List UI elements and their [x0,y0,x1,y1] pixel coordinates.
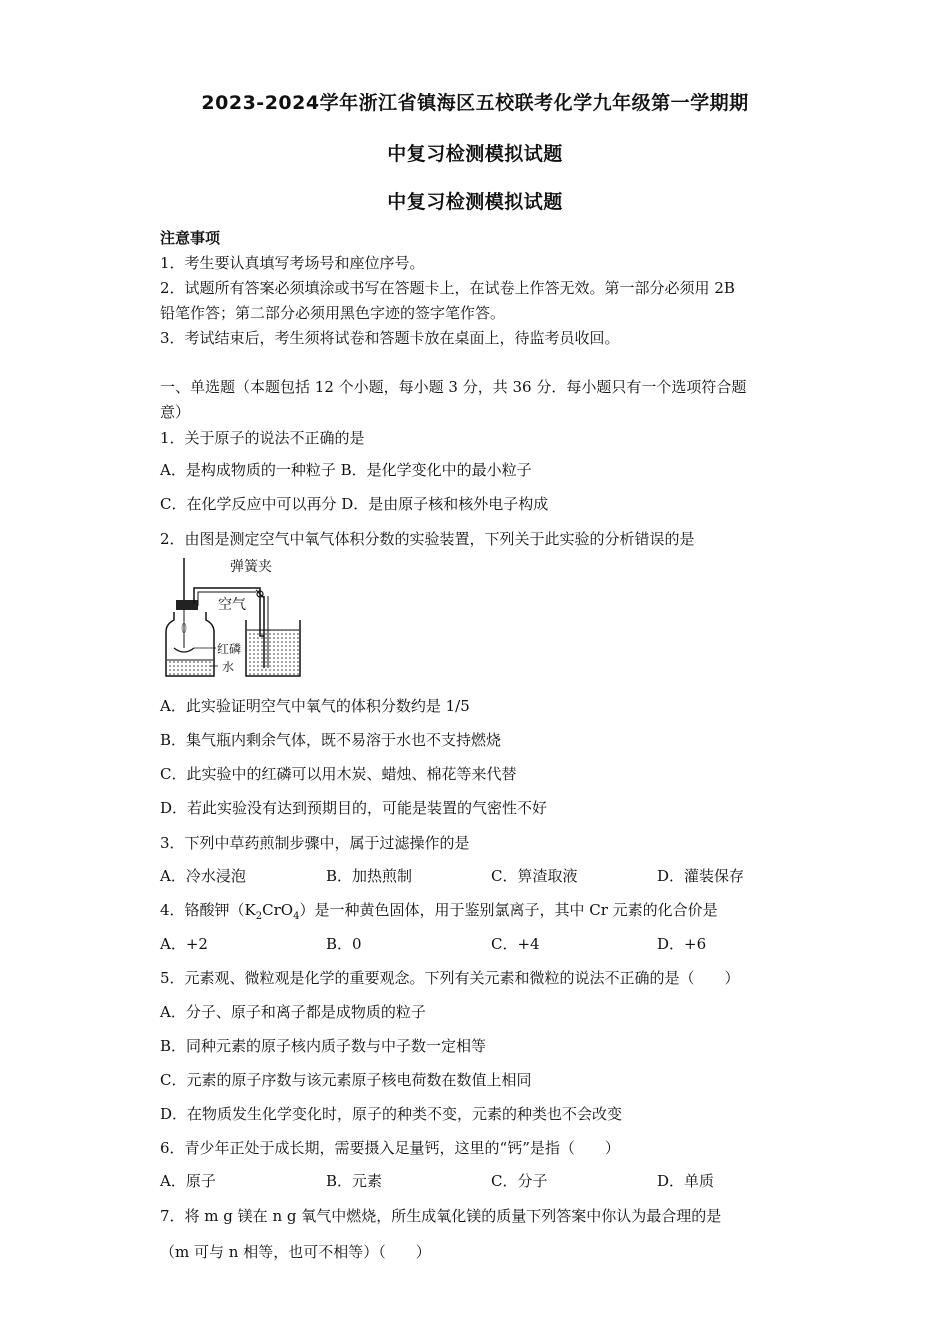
q6-option-b: B．元素 [326,1172,383,1190]
q4-option-b: B．0 [326,935,362,953]
q4-formula-mid: CrO [262,901,294,919]
q6-option-d: D．单质 [657,1172,715,1190]
q5-option-b: B．同种元素的原子核内质子数与中子数一定相等 [160,1037,487,1055]
q5-option-c: C．元素的原子序数与该元素原子核电荷数在数值上相同 [160,1071,532,1089]
notice-heading: 注意事项 [160,229,221,247]
q4-option-d: D．+6 [657,935,707,953]
q2-option-b: B．集气瓶内剩余气体，既不易溶于水也不支持燃烧 [160,731,502,749]
q1-options-row-1: A．是构成物质的一种粒子 B．是化学变化中的最小粒子 [160,461,532,479]
q4-option-c: C．+4 [491,935,540,953]
title-line-1: 2023-2024学年浙江省镇海区五校联考化学九年级第一学期期 [201,92,749,114]
q6-option-c: C．分子 [491,1172,548,1190]
title-line-3: 中复习检测模拟试题 [387,191,563,213]
q3-option-c: C．箅渣取液 [491,867,578,885]
q4-stem-end: ）是一种黄色固体，用于鉴别氯离子，其中 Cr 元素的化合价是 [299,901,718,919]
section-heading-cont: 意） [160,403,191,421]
q3-stem: 3．下列中草药煎制步骤中，属于过滤操作的是 [160,834,470,852]
figure-label-clamp: 弹簧夹 [230,559,272,575]
section-heading: 一、单选题（本题包括 12 个小题，每小题 3 分，共 36 分．每小题只有一个选项符合题 [160,378,747,396]
q4-sub-o: 4 [293,911,300,922]
q4-stem [160,899,718,922]
notice-item-1: 1．考生要认真填写考场号和座位序号。 [160,254,425,272]
q5-option-a: A．分子、原子和离子都是成物质的粒子 [160,1003,426,1021]
q2-apparatus-figure [160,556,310,685]
q4-sub-k: 2 [255,911,263,922]
figure-label-air: 空气 [218,597,246,613]
q2-option-a: A．此实验证明空气中氧气的体积分数约是 1/5 [160,697,470,715]
q3-option-d: D．灌装保存 [657,867,745,885]
notice-item-2-cont: 铅笔作答；第二部分必须用黑色字迹的签字笔作答。 [160,304,506,322]
q4-option-a: A．+2 [160,935,208,953]
q7-stem-cont: （m 可与 n 相等，也可不相等）（ ） [160,1243,431,1261]
notice-item-3: 3．考试结束后，考生须将试卷和答题卡放在桌面上，待监考员收回。 [160,329,620,347]
q2-option-d: D．若此实验没有达到预期目的，可能是装置的气密性不好 [160,799,548,817]
q2-stem: 2．由图是测定空气中氧气体积分数的实验装置，下列关于此实验的分析错误的是 [160,530,695,548]
q3-option-a: A．冷水浸泡 [160,867,246,885]
notice-item-2: 2．试题所有答案必须填涂或书写在答题卡上，在试卷上作答无效。第一部分必须用 2B [160,279,735,297]
q5-stem: 5．元素观、微粒观是化学的重要观念。下列有关元素和微粒的说法不正确的是（ ） [160,969,740,987]
title-line-2: 中复习检测模拟试题 [387,143,563,165]
q1-options-row-2: C．在化学反应中可以再分 D．是由原子核和核外电子构成 [160,495,549,513]
q7-stem: 7．将 m g 镁在 n g 氧气中燃烧，所生成氧化镁的质量下列答案中你认为最合理的是 [160,1207,722,1225]
q1-stem: 1．关于原子的说法不正确的是 [160,429,365,447]
q2-option-c: C．此实验中的红磷可以用木炭、蜡烛、棉花等来代替 [160,765,517,783]
q6-stem: 6．青少年正处于成长期，需要摄入足量钙，这里的“钙”是指（ ） [160,1139,620,1157]
q5-option-d: D．在物质发生化学变化时，原子的种类不变，元素的种类也不会改变 [160,1105,623,1123]
q6-option-a: A．原子 [160,1172,216,1190]
figure-label-phosphorus: 红磷 [217,642,242,656]
figure-label-water: 水 [222,660,235,674]
q3-option-b: B．加热煎制 [326,867,413,885]
q4-stem-start: 4．铬酸钾（K [160,901,256,919]
